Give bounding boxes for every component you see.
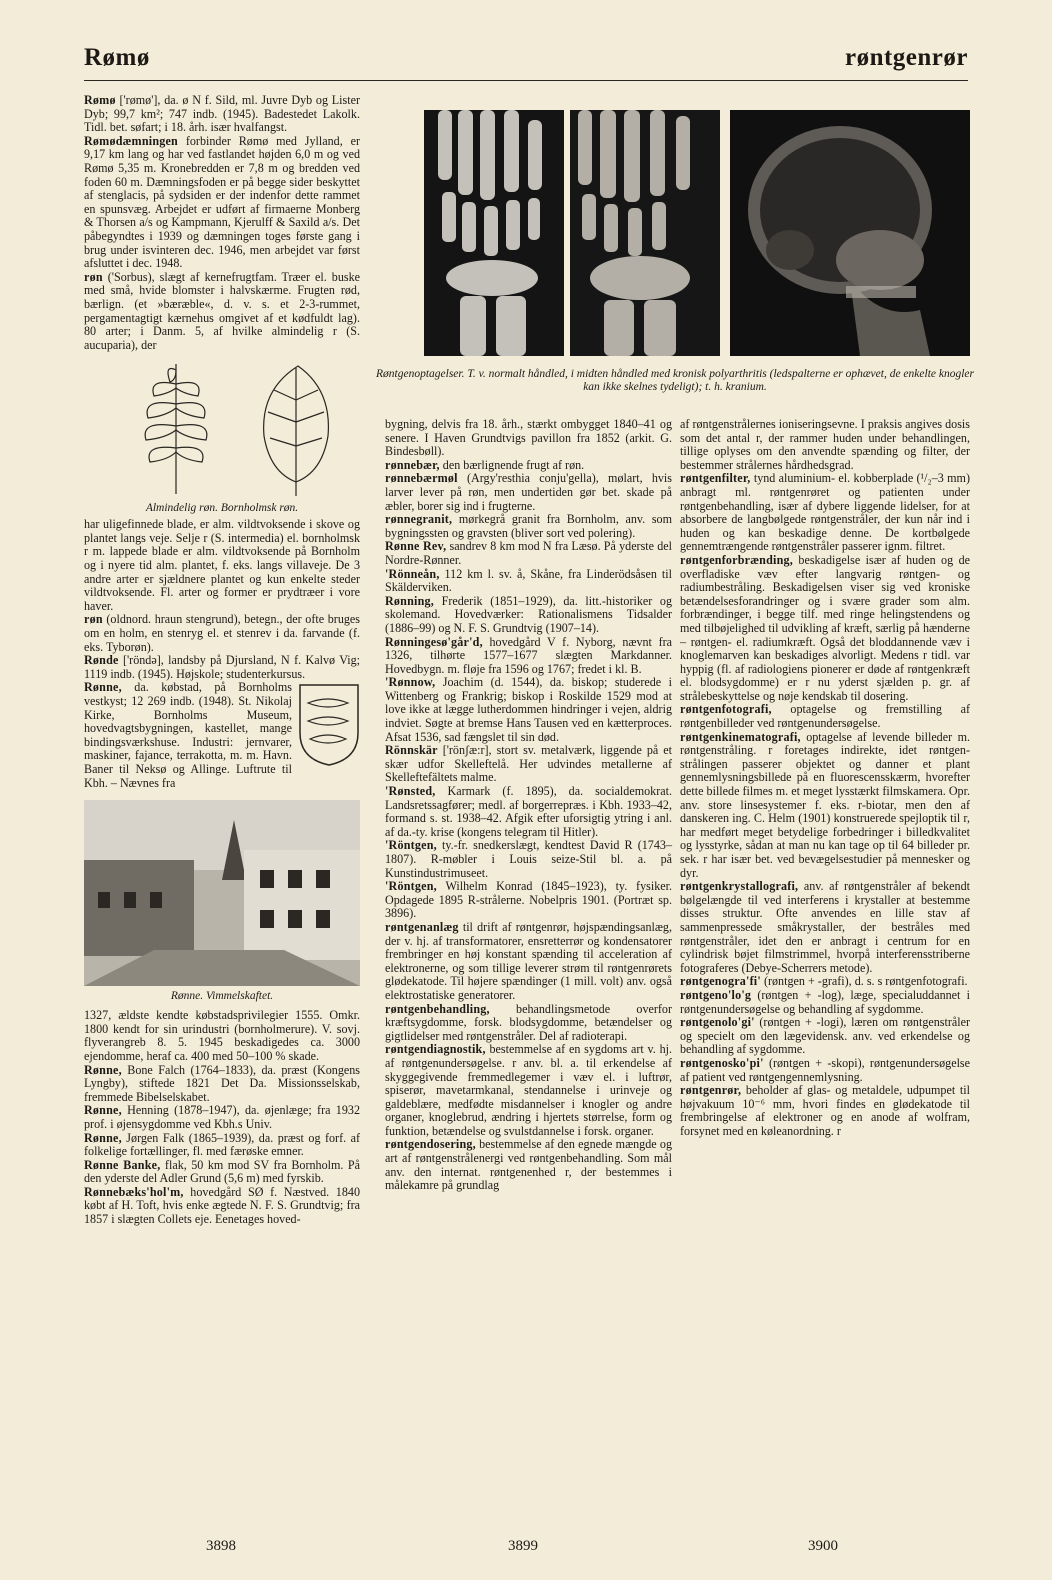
- headword: rønnebær,: [385, 457, 440, 472]
- entry: [385, 1138, 672, 1192]
- entry-text: sandrev 8 km mod N fra Læsø. På yderste del Nordre-Rønner.: [385, 539, 672, 567]
- ronne-street-photo: [84, 800, 360, 986]
- entry-text: anv. af røntgenstråler af bekendt bølgelængde til ved interferens i krystaller at bestemme disses struktur. Ofte anvendes en lille stav af sammenpressede småkrystaller, der bestråles med røntgenstråler, idet den er anbragt i centrum for en cylindrisk bøjet filmstrimmel, hvorpå interferensstriberne fotograferes (Debye-Scherrers metode).: [680, 879, 970, 975]
- entry-text: Frederik (1851–1929), da. litt.-historiker og skolemand. Hovedværker: Rationalismens Tidsalder (1886–99) og N. F. S. Grundtvig (1907–14).: [385, 593, 672, 635]
- entry-text: Karmark (f. 1895), da. socialdemokrat. Landsretssagfører; medl. af borgerrepræs. i Kbh. 1933–42, formand s. st. 1938–42. Afgik efter uforsigtig ytring i anl. af da.-ty. krise (kongens telegram til Hitler).: [385, 784, 672, 839]
- entry-text: behandlingsmetode overfor kræftsygdomme, forsk. blodsygdomme, betændelser og gigtlidelser med røntgenstråler. Del af radioterapi.: [385, 1001, 672, 1043]
- entry: [385, 1003, 672, 1044]
- entries-group-b: [84, 518, 360, 790]
- xray-caption: Røntgenoptagelser. T. v. normalt håndled, i midten håndled med kronisk polyarthritis (ledspalterne er ophævet, de enkelte knogler kan ikke skelnes tydeligt); t. h. kranium.: [376, 368, 974, 393]
- headword: Rønningesø'går'd,: [385, 634, 483, 649]
- entry: [84, 613, 360, 654]
- entry-text: beholder af glas- og metaldele, udpumpet til højvakuum 10⁻⁶ mm, hvori findes en glødekatode til frembringelse af elektroner og en anode af wolfram, forsynet med en køleanordning. r: [680, 1083, 970, 1138]
- entries-group-c: [84, 1009, 360, 1227]
- headword: 'Rønsted,: [385, 784, 436, 799]
- xray-normal-wrist-photo: [424, 110, 564, 356]
- column-right: [680, 418, 970, 1138]
- entry: [84, 1186, 360, 1227]
- entry-text: Henning (1878–1947), da. øjenlæge; fra 1932 prof. i øjensygdomme ved Kbh.s Univ.: [84, 1103, 360, 1131]
- entry-text: har uligefinnede blade, er alm. vildtvoksende i skove og plantet langs veje. Selje r (S. intermedia) el. bornholmsk r m. lappede blade er alm. vildtvoksende på Bornholm og i nyere tid alm. plantet, f. eks. langs villaveje. De 3 andre arter er sjældnere plantet og kun enkelte steder vildtvoksende. Fl. arter og former er prydtræer i vore haver.: [84, 517, 360, 613]
- headword: røntgenolo'gi': [680, 1015, 755, 1030]
- headword: røntgenkrystallografi,: [680, 879, 799, 894]
- entry: [385, 636, 672, 677]
- entry-text: da. købstad, på Bornholms vestkyst; 12 269 indb. (1948). St. Nikolaj Kirke, Bornholms Museum, hovedvagtsbygningen, kastellet, mange bindingsværkshuse. Industri: jernvarer, maskiner, fajance, terrakotta, m. m. Havn. Baner til Neksø og Allinge. Luftrute til Kbh. – Nævnes fra: [84, 680, 292, 790]
- entry-text: ty.-fr. snedkerslægt, kendtest David R (1743–1807). R-møbler i Louis seize-Stil bl. a. på Kunstindustrimuseet.: [385, 838, 672, 880]
- entry: [84, 1159, 360, 1186]
- entry-text: ['rømø'], da. ø N f. Sild, ml. Juvre Dyb og Lister Dyb; 99,7 km²; 747 indb. (1945). Badestedet Lakolk. Tidl. bet. søfart; i 18. årh. især hvalfangst.: [84, 93, 360, 135]
- entry: [84, 518, 360, 613]
- headword: røntgendiagnostik,: [385, 1042, 486, 1057]
- entry-text: optagelse af levende billeder m. røntgenstråling. r foretages indirekte, idet røntgen-strålingen passerer objektet og danner et plant gennemlysningsbillede på en fluorescensskærm, hvorefter dette billede filmes m. et meget lysstærkt filmskamera. Opr. anv. store linsesystemer f. eks. r-biotar, men den af danskeren ing. C. Helm (1901) konstruerede spejloptik til r, har medført meget betydelige forbedringer i billedkvalitet og lysstyrke, sådan at man nu kan tage op til 64 billeder pr. sek. r har især bet. ved bevægelsestudier på mennesker og dyr.: [680, 729, 970, 880]
- headword: røn: [84, 269, 103, 284]
- entry: [385, 1043, 672, 1138]
- entry-text: 1327, ældste kendte købstadsprivilegier 1555. Omkr. 1800 kendt for sin urindustri (bornholmerure). V. sovj. flyverangreb 8. 5. 1945 beskadigedes ca. 3000 ejendomme, heraf ca. 400 med 50–100 % skade.: [84, 1008, 360, 1063]
- entry-text: hovedgård V f. Nyborg, nævnt fra 1326, tilhørte 1577–1677 slægten Markdanner. Hovedbygn. m. fløje fra 1596 og 1767; fredet i kl. B.: [385, 634, 672, 676]
- page-number-left: 3898: [206, 1538, 236, 1554]
- entry: [84, 1104, 360, 1131]
- leaf-illustration: [84, 360, 360, 518]
- entry: [385, 459, 672, 473]
- column-left: [84, 94, 360, 1227]
- entry: [680, 418, 970, 472]
- headword: Rønnebæks'hol'm,: [84, 1184, 184, 1199]
- entry-text: optagelse og fremstilling af røntgenbilleder ved røntgenundersøgelse.: [680, 702, 970, 731]
- entry-text: bestemmelse af en sygdoms art v. hj. af røntgenundersøgelse. r anv. bl. a. til erkendelse af skyggegivende fremmedlegemer i væv el. i luftrør, spiserør, mavetarmkanal, stendannelse i urinveje og galdeblære, medfødte misdannelser i knogler og andre organer, knoglebrud, ændring i hjertets størrelse, form og funktion, betændelse og svulstdannelse i forsk. organer.: [385, 1042, 672, 1138]
- entry: [84, 1132, 360, 1159]
- headword: Rønne Rev,: [385, 539, 447, 554]
- entry: [385, 595, 672, 636]
- headword: Rømødæmningen: [84, 133, 178, 148]
- entry-text: forbinder Rømø med Jylland, er 9,17 km lang og har ved fastlandet højden 6,0 m og ved Rømø 5,35 m. Kronebredden er 7,8 m og bredden ved foden 60 m. Dæmningsfoden er på begge sider beskyttet af stenglacis, på sydsiden er der indenfor dette rammet en spunsvæg. Arbejdet er udført af firmaerne Monberg & Thorsen a/s og Kampmann, Kjerulff & Saxild a/s. Det påbegyndtes i 1939 og dæmningen toges første gang i brug under isvinteren dec. 1946, men arbejdet var først afsluttet i dec. 1948.: [84, 133, 360, 271]
- page-number-middle: 3899: [508, 1538, 538, 1554]
- headword: røntgenanlæg: [385, 919, 459, 934]
- headword: 'Rønnow,: [385, 675, 436, 690]
- entry: [385, 568, 672, 595]
- entry: [385, 921, 672, 1003]
- entry: [680, 989, 970, 1016]
- entry-text: ('Sorbus), slægt af kernefrugtfam. Træer el. buske med små, hvide blomster i halvskærme. Frugten rød, bærlign. (et »bæræble«, d. v. s. et 2-3-rummet, pergamentagtigt kærnehus omgivet af et kødfuldt lag). 80 arter; i Danm. 5, af hvilke almindelig r (S. aucuparia), der: [84, 269, 360, 352]
- entry: [680, 554, 970, 704]
- entry: [385, 744, 672, 785]
- rowan-leaves-drawing: [84, 360, 360, 500]
- headword: Rönnskär: [385, 743, 438, 758]
- entry-text: til drift af røntgenrør, højspændingsanlæg, der v. hj. af transformatorer, ensretterrør og kondensatorer frembringer en høj konstant spænding til acceleration af elektronerne, og som tillige leverer strøm til røntgenrørets glødekatode. Til højere spændinger (1 mill. volt) anv. også elektrostatiske generatorer.: [385, 919, 672, 1002]
- header-left-guideword: Rømø: [84, 44, 150, 71]
- headword: Rønne,: [84, 680, 122, 695]
- entry-text: Joachim (d. 1544), da. biskop; studerede i Wittenberg og Frankrig; biskop i Roskilde 1529 mod at love ikke at lægge lutherdommen hindringer i vejen, aldrig indviet. Søgte at bremse Hans Tausen ved en kætterproces. Afsat 1536, sad fængslet til sin død.: [385, 675, 672, 744]
- entry: [84, 654, 360, 681]
- entry: [385, 540, 672, 567]
- entry-text: mørkegrå granit fra Bornholm, anv. som bygningssten og gravsten (bliver sort ved polering).: [385, 512, 672, 540]
- headword: 'Rönneån,: [385, 566, 440, 581]
- entry: [680, 1057, 970, 1084]
- entry-text: af røntgenstrålernes ioniseringsevne. I praksis angives dosis som det antal r, der rammer huden under behandlingen, tillige oplyses om den anvendte spænding og filter, der bestemmer strålernes hårdhedsgrad.: [680, 417, 970, 472]
- column-middle: [385, 418, 672, 1193]
- entries-group-a: [84, 94, 360, 352]
- entry: [680, 1084, 970, 1138]
- entry-text: ['rönʃæ:r], stort sv. metalværk, liggende på et skær udfor Skelleftelå. Her udvindes metallerne af Skelleftefältets malme.: [385, 743, 672, 785]
- entry: [680, 880, 970, 975]
- entry: [385, 472, 672, 513]
- headword: røntgeno'lo'g: [680, 987, 752, 1002]
- headword: Rønne Banke,: [84, 1157, 161, 1172]
- xray-arthritis-wrist-photo: [570, 110, 720, 356]
- entry-text: (røntgen + -log), læge, specialuddannet i røntgenundersøgelse og behandling af sygdomme.: [680, 987, 970, 1016]
- entry: [385, 513, 672, 540]
- entry: [84, 271, 360, 353]
- headword: Rønde: [84, 653, 119, 668]
- entry: [385, 785, 672, 839]
- street-caption: Rønne. Vimmelskaftet.: [170, 990, 274, 1003]
- entry-text: Wilhelm Konrad (1845–1923), ty. fysiker. Opdagede 1895 R-strålerne. Nobelpris 1901. (Portræt sp. 3896).: [385, 879, 672, 921]
- leaf-caption: Almindelig røn. Bornholmsk røn.: [145, 502, 299, 515]
- headword: røntgenfilter,: [680, 471, 751, 486]
- headword: røntgenfotografi,: [680, 702, 772, 717]
- entry: [680, 1016, 970, 1057]
- entry: [680, 703, 970, 730]
- entry-text: hovedgård SØ f. Næstved. 1840 købt af H. Toft, hvis enke ægtede N. F. S. Grundtvig; fra 1857 i slægten Collets eje. Eenetages hoved-: [84, 1184, 360, 1227]
- headword: Rønning,: [385, 593, 434, 608]
- entry-text: tynd aluminium- el. kobberplade (¹/₂–3 mm) anbragt ml. røntgenrøret og patienten under røntgenbehandling, især af dybere liggende lidelser, for at absorbere de langbølgede røntgenstråler, der kun når ind i huden og kan beskadige denne. De kortbølgede gennemtrængende røntgenstråler passerer ignm. filtret.: [680, 471, 970, 554]
- ronne-coat-of-arms: [298, 683, 360, 767]
- headword: røntgenbehandling,: [385, 1001, 490, 1016]
- entry-text: beskadigelse især af huden og de overfladiske væv efter langvarig røntgen- og radiumbestråling. Beskadigelsen viser sig ved kroniske betændelsesforandringer og i svære grader som alm. forbrændinger, i begge tilf. med ringe helingstendens og med tilbøjelighed til udvikling af kræft, særlig på hænderne – røntgen- el. radiumkræft. Også det bloddannende væv i knoglemarven kan beskadiges alvorligt. Medens r tidl. var hyppig (fl. af radiologiens pionerer er døde af røntgenkræft el. blodsygdomme) er r nu yderst sjælden p. gr. af strålebeskyttelse og nøje kendskab til dosering.: [680, 552, 970, 703]
- headword: røntgenosko'pi': [680, 1055, 764, 1070]
- headword: røn: [84, 612, 103, 627]
- entry-text: (oldnord. hraun stengrund), betegn., der ofte bruges om en holm, en stenryg el. et stenrev i da. farvande (f. eks. Tyborøn).: [84, 612, 360, 654]
- entry-text: (røntgen + -skopi), røntgenundersøgelse af patient ved røntgengennemlysning.: [680, 1055, 970, 1084]
- xray-skull-photo: [730, 110, 970, 356]
- headword: Rømø: [84, 93, 116, 107]
- entry-text: ['röndə], landsby på Djursland, N f. Kalvø Vig; 1119 indb. (1945). Højskole; studenterkursus.: [84, 653, 360, 681]
- headword: røntgenogra'fi': [680, 974, 761, 989]
- entry: [84, 94, 360, 135]
- headword: 'Röntgen,: [385, 838, 437, 853]
- entry-text: Bone Falch (1764–1833), da. præst (Kongens Lyngby), stiftede 1821 Det Da. Missionsselskab, fremmede Bibelselskabet.: [84, 1062, 360, 1104]
- page-number-right: 3900: [808, 1538, 838, 1554]
- headword: rønnebærmøl: [385, 471, 458, 486]
- entry: [680, 731, 970, 881]
- entry-text: den bærlignende frugt af røn.: [439, 457, 585, 472]
- entry: [84, 1064, 360, 1105]
- entry: [84, 1009, 360, 1063]
- header-rule: [84, 80, 968, 81]
- entry: [84, 681, 360, 790]
- entry-text: bygning, delvis fra 18. årh., stærkt ombygget 1840–41 og senere. I Haven Grundtvigs pavillon fra 1852 (arkit. G. Bindesbøll).: [385, 417, 672, 459]
- headword: Rønne,: [84, 1062, 122, 1077]
- entry: [385, 418, 672, 459]
- entry-text: (røntgen + -logi), læren om røntgenstråler og specielt om den lægevidensk. anv. ved erkendelse og behandling af sygdomme.: [680, 1015, 970, 1057]
- entry: [385, 880, 672, 921]
- entry-text: bestemmelse af den egnede mængde og art af røntgenstrålenergi ved røntgenbehandling. Som mål anv. den internat. røntgenenhed r, der bestemmes i målekamre på grundlag: [385, 1137, 672, 1193]
- entry: [385, 839, 672, 880]
- entry-text: (Argy'resthia conju'gella), mølart, hvis larver lever på røn, men undertiden gør bet. skade på æbler, borer sig ind i frugterne.: [385, 471, 672, 513]
- entry: [385, 676, 672, 744]
- headword: 'Röntgen,: [385, 879, 437, 894]
- headword: rønnegranit,: [385, 512, 453, 527]
- entry-text: Jørgen Falk (1865–1939), da. præst og forf. af folkelige fortællinger, fl. med færøske emner.: [84, 1130, 360, 1159]
- entry: [680, 975, 970, 989]
- entry: [84, 135, 360, 271]
- headword: røntgendosering,: [385, 1137, 476, 1152]
- entry-text: (røntgen + -grafi), d. s. s røntgenfotografi.: [760, 974, 968, 989]
- headword: Rønne,: [84, 1103, 122, 1118]
- entry: [680, 472, 970, 554]
- headword: røntgenforbrænding,: [680, 552, 793, 567]
- entry-text: flak, 50 km mod SV fra Bornholm. På den yderste del Adler Grund (5,6 m) med fyrskib.: [84, 1157, 361, 1186]
- headword: røntgenkinematografi,: [680, 729, 801, 744]
- headword: røntgenrør,: [680, 1083, 742, 1098]
- header-right-guideword: røntgenrør: [844, 44, 968, 71]
- headword: Rønne,: [84, 1130, 122, 1145]
- entry-text: 112 km l. sv. å, Skåne, fra Linderödsåsen til Skälderviken.: [385, 566, 672, 595]
